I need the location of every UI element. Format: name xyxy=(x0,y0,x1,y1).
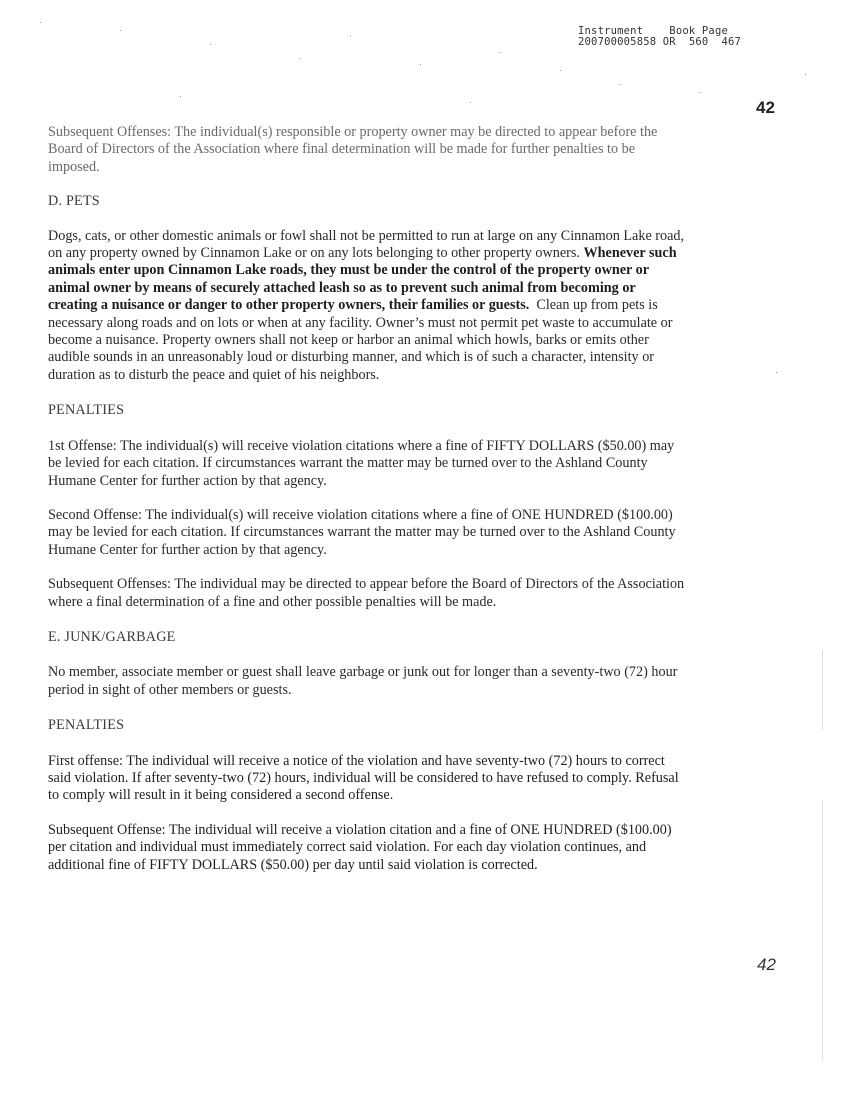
junk-subsequent-offense: Subsequent Offense: The individual will receive a violation citation and a fine of ONE HUNDRED ($100.00) per citation and individual must immediately correct said violation. For each day violation continues, and additional fine of FIFTY DOLLARS ($50.00) per day until said violation is corrected. xyxy=(48,821,672,873)
pets-heading: D. PETS xyxy=(48,193,100,210)
pets-leash-rule: Whenever such animals enter upon Cinnamon Lake roads, they must be under the control of the property owner or animal owner by means of securely attached leash so as to prevent such animal from becoming or creating a nuisance or danger to other property owners, their families or guests. xyxy=(48,245,677,314)
document-body xyxy=(48,124,688,874)
prior-subsequent-offenses: Subsequent Offenses: The individual(s) responsible or property owner may be directed to appear before the Board of Directors of the Association where final determination will be made for further penalties to be imposed. xyxy=(48,124,658,175)
pets-cleanup-rule: Clean up from pets is necessary along roads and on lots or when at any facility. Owner’s must not permit pet waste to accumulate or become a nuisance. Property owners shall not keep or harbor an animal which howls, barks or emits other audible sounds in an unreasonably loud or disturbing manner, and which is of such a character, intensity or duration as to disturb the peace and quiet of his neighbors. xyxy=(48,297,673,383)
pets-intro: Dogs, cats, or other domestic animals or fowl shall not be permitted to run at large on any Cinnamon Lake road, on any property owned by Cinnamon Lake or on any lots belonging to other property owners. xyxy=(48,227,685,262)
stamp-labels: Instrument Book Page xyxy=(578,25,728,37)
page-number-bottom: 42 xyxy=(757,955,776,974)
pets-paragraph xyxy=(48,228,688,385)
penalties-heading: PENALTIES xyxy=(48,717,125,734)
pets-second-offense: Second Offense: The individual(s) will receive violation citations where a fine of ONE HUNDRED ($100.00) may be levied for each citation. If circumstances warrant the matter may be turned over to the Ashland County Humane Center for further action by that agency. xyxy=(48,506,676,558)
pets-subsequent-offenses: Subsequent Offenses: The individual may be directed to appear before the Board of Directors of the Association where a final determination of a fine and other possible penalties will be made. xyxy=(48,576,685,610)
junk-garbage-heading: E. JUNK/GARBAGE xyxy=(48,628,176,645)
page-number-top: 42 xyxy=(756,98,775,117)
junk-garbage-rule: No member, associate member or guest shall leave garbage or junk out for longer than a seventy-two (72) hour period in sight of other members or guests. xyxy=(48,664,678,698)
stamp-values: 200700005858 OR 560 467 xyxy=(578,36,742,48)
recording-stamp xyxy=(578,26,741,48)
junk-first-offense: First offense: The individual will receive a notice of the violation and have seventy-two (72) hours to correct said violation. If after seventy-two (72) hours, individual will be considered to have refused to comply. Refusal to comply will result in it being considered a second offense. xyxy=(48,752,679,804)
penalties-heading: PENALTIES xyxy=(48,402,125,419)
pets-first-offense: 1st Offense: The individual(s) will receive violation citations where a fine of FIFTY DOLLARS ($50.00) may be levied for each citation. If circumstances warrant the matter may be turned over to the Ashland County Humane Center for further action by that agency. xyxy=(48,437,675,489)
